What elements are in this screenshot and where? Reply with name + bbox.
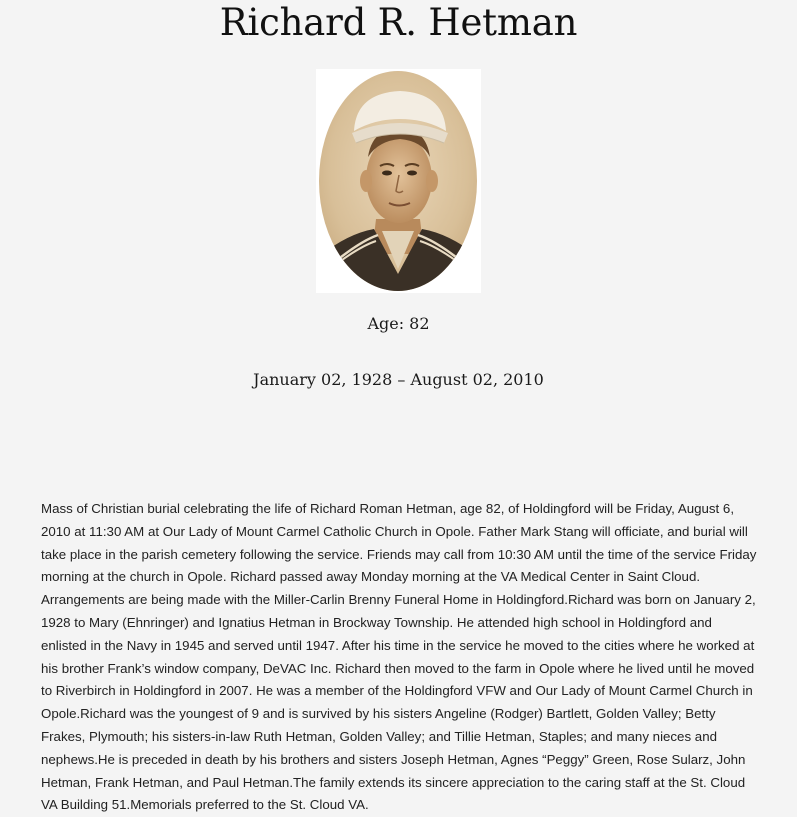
age-text: Age: 82 [367,314,430,333]
portrait-photo [316,69,481,293]
portrait-image [316,69,481,293]
obituary-text: Mass of Christian burial celebrating the life of Richard Roman Hetman, age 82, of Holdingford will be Friday, August 6, 2010 at 11:30 AM at Our Lady of Mount Carmel Catholic Church in Opole. Father Mark Stang will officiate, and burial will take place in the parish cemetery following the service. Friends may call from 10:30 AM until the time of the service Friday morning at the church in Opole. Richard passed away Monday morning at the VA Medical Center in Saint Cloud. Arrangements are being made with the Miller-Carlin Brenny Funeral Home in Holdingford.Richard was born on January 2, 1928 to Mary (Ehnringer) and Ignatius Hetman in Brockway Township. He attended high school in Holdingford and enlisted in the Navy in 1945 and served until 1947. After his time in the service he moved to the cities where he worked at his brother Frank’s window company, DeVAC Inc. Richard then moved to the farm in Opole where he lived until he moved to Riverbirch in Holdingford in 2007. He was a member of the Holdingford VFW and Our Lady of Mount Carmel Church in Opole.Richard was the youngest of 9 and is survived by his sisters Angeline (Rodger) Bartlett, Golden Valley; Betty Frakes, Plymouth; his sisters-in-law Ruth Hetman, Golden Valley; and Tillie Hetman, Staples; and many nieces and nephews.He is preceded in death by his brothers and sisters Joseph Hetman, Agnes “Peggy” Green, Rose Sularz, John Hetman, Frank Hetman, and Paul Hetman.The family extends its sincere appreciation to the caring staff at the St. Cloud VA Building 51.Memorials preferred to the St. Cloud VA. [41,501,757,813]
page-title: Richard R. Hetman [219,1,578,44]
life-dates: January 02, 1928 – August 02, 2010 [253,370,544,389]
